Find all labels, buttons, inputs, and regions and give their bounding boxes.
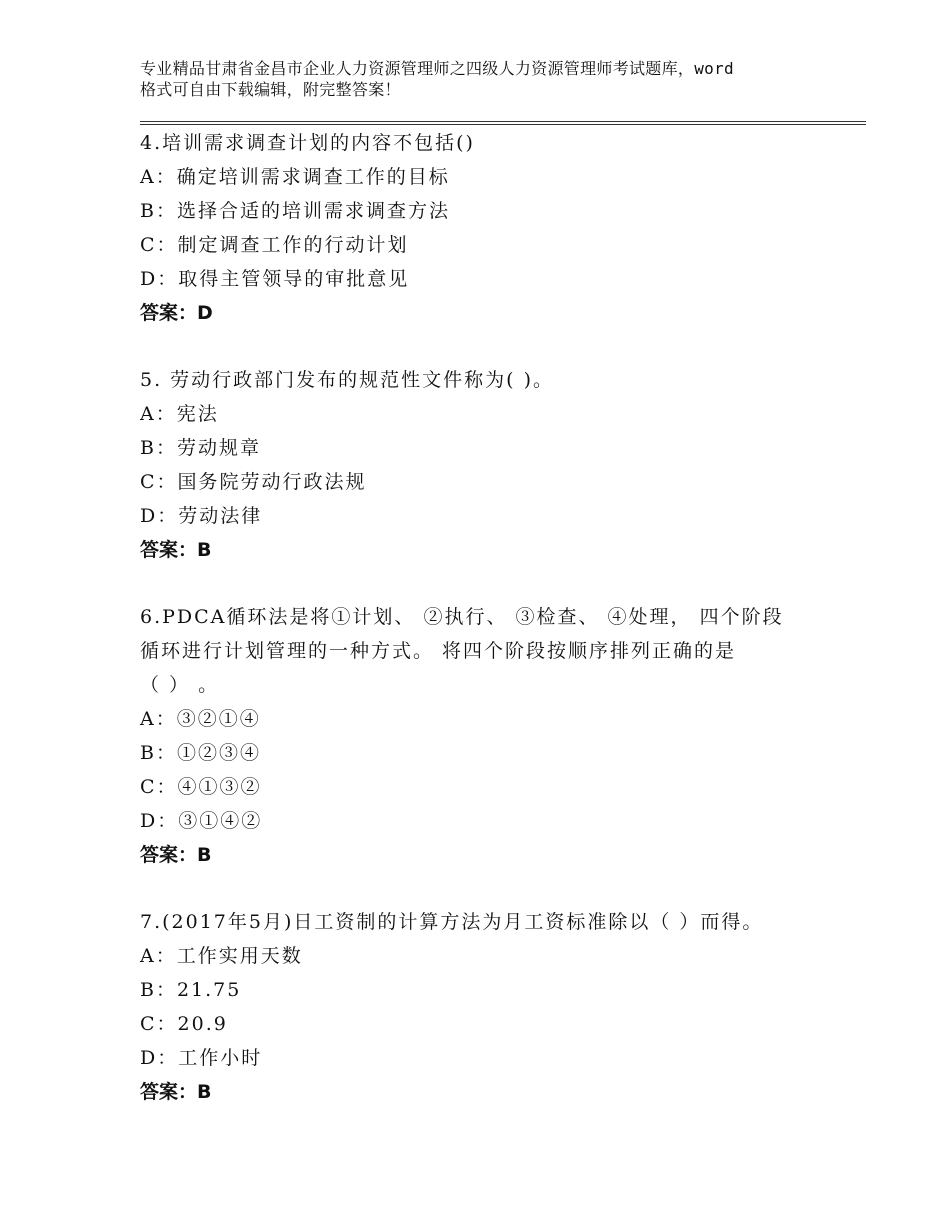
answer-line — [140, 296, 840, 330]
header-divider-top — [140, 121, 866, 122]
question-4 — [140, 126, 840, 330]
option-d: D：取得主管领导的审批意见 — [140, 268, 410, 290]
question-stem: 5. 劳动行政部门发布的规范性文件称为( )。 — [140, 369, 555, 391]
option-b: B：①②③④ — [140, 742, 261, 764]
question-stem-line-2: 循环进行计划管理的一种方式。 将四个阶段按顺序排列正确的是 — [140, 640, 737, 662]
option-c: C：④①③② — [140, 776, 262, 798]
answer-label: 答案： — [140, 844, 198, 866]
question-stem-line-1: 6.PDCA循环法是将①计划、 ②执行、 ③检查、 ④处理， 四个阶段 — [140, 606, 784, 628]
option-a: A：工作实用天数 — [140, 945, 303, 967]
answer-line — [140, 1075, 840, 1109]
answer-value: B — [197, 1081, 212, 1103]
option-b: B：选择合适的培训需求调查方法 — [140, 200, 450, 222]
answer-label: 答案： — [140, 1081, 198, 1103]
question-stem-line-3: （ ） 。 — [140, 674, 220, 696]
option-a: A：宪法 — [140, 403, 219, 425]
option-d: D：③①④② — [140, 810, 263, 832]
option-a: A：③②①④ — [140, 708, 261, 730]
option-b: B：21.75 — [140, 979, 242, 1001]
answer-line — [140, 533, 840, 567]
answer-line — [140, 838, 840, 872]
option-d: D：工作小时 — [140, 1047, 263, 1069]
answer-value: B — [197, 844, 212, 866]
question-stem: 7.(2017年5月)日工资制的计算方法为月工资标准除以（ ）而得。 — [140, 911, 764, 933]
answer-value: D — [197, 302, 213, 324]
answer-label: 答案： — [140, 302, 198, 324]
question-7 — [140, 905, 840, 1109]
question-5 — [140, 363, 840, 567]
option-c: C：国务院劳动行政法规 — [140, 471, 367, 493]
question-list — [140, 126, 840, 1109]
question-stem: 4.培训需求调查计划的内容不包括() — [140, 132, 475, 154]
header-line-2: 格式可自由下载编辑，附完整答案！ — [140, 80, 401, 99]
document-header — [140, 58, 830, 100]
question-6 — [140, 600, 840, 872]
answer-value: B — [197, 539, 212, 561]
option-a: A：确定培训需求调查工作的目标 — [140, 166, 450, 188]
header-line-1: 专业精品甘肃省金昌市企业人力资源管理师之四级人力资源管理师考试题库，word — [140, 59, 734, 78]
option-c: C：制定调查工作的行动计划 — [140, 234, 409, 256]
header-divider-bottom — [140, 124, 866, 125]
option-c: C：20.9 — [140, 1013, 228, 1035]
option-d: D：劳动法律 — [140, 505, 263, 527]
answer-label: 答案： — [140, 539, 198, 561]
option-b: B：劳动规章 — [140, 437, 261, 459]
